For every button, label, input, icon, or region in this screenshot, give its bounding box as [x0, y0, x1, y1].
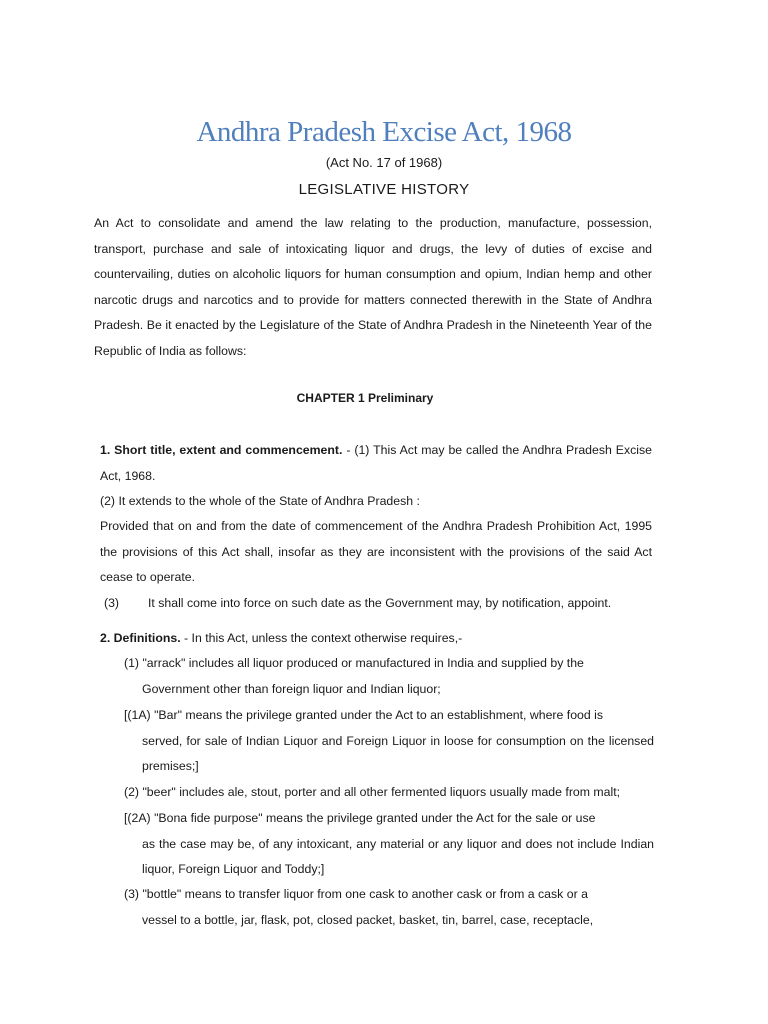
definition-continuation: as the case may be, of any intoxicant, any material or any liquor and does not include Indian liquor, Foreign Liquor and Toddy;] — [142, 836, 654, 877]
section-1 — [100, 438, 652, 489]
act-number: (Act No. 17 of 1968) — [325, 155, 443, 170]
section-2-heading: 2. Definitions. — [100, 631, 181, 645]
section-1-sub-3 — [104, 591, 656, 617]
section-1-sub-3-number: (3) — [104, 596, 120, 610]
definition-first-line: [(1A) "Bar" means the privilege granted under the Act to an establishment, where food is — [124, 708, 604, 722]
definition-item — [124, 882, 654, 933]
definition-continuation: Government other than foreign liquor and Indian liquor; — [142, 681, 441, 696]
definition-first-line: (3) "bottle" means to transfer liquor from one cask to another cask or from a cask or a — [124, 887, 588, 901]
section-1-sub-3-text: It shall come into force on such date as the Government may, by notification, appoint. — [148, 596, 612, 610]
definition-first-line: [(2A) "Bona fide purpose" means the privilege granted under the Act for the sale or use — [124, 811, 596, 825]
definition-item — [124, 780, 676, 806]
section-1-heading: 1. Short title, extent and commencement. — [100, 443, 343, 457]
section-2 — [100, 626, 652, 652]
definition-first-line: (1) "arrack" includes all liquor produced or manufactured in India and supplied by the — [124, 656, 584, 670]
definition-continuation: vessel to a bottle, jar, flask, pot, closed packet, basket, tin, barrel, case, receptacle, — [142, 912, 594, 927]
section-1-text: - (1) This Act may be called the Andhra Pradesh Excise Act, 1968. — [100, 443, 652, 483]
definition-continuation: served, for sale of Indian Liquor and Foreign Liquor in loose for consumption on the licensed premises;] — [142, 733, 654, 774]
chapter-heading: CHAPTER 1 Preliminary — [296, 391, 434, 405]
intro-paragraph: An Act to consolidate and amend the law relating to the production, manufacture, possession, transport, purchase and sale of intoxicating liquor and drugs, the levy of duties of excise and countervailing, duties on alcoholic liquors for human consumption and opium, Indian hemp and other narcotic drugs and narcotics and to provide for matters connected therewith in the State of Andhra Pradesh. Be it enacted by the Legislature of the State of Andhra Pradesh in the Nineteenth Year of the Republic of India as follows: — [94, 216, 652, 358]
section-1-sub-2: (2) It extends to the whole of the State of Andhra Pradesh : — [100, 494, 420, 508]
section-1-proviso: Provided that on and from the date of commencement of the Andhra Pradesh Prohibition Act, 1995 the provisions of this Act shall, insofar as they are inconsistent with the provisions of the said Act cease to operate. — [100, 519, 652, 585]
section-heading: LEGISLATIVE HISTORY — [298, 181, 470, 198]
definition-item — [124, 703, 654, 780]
definition-item — [124, 806, 654, 883]
section-2-text: - In this Act, unless the context otherwise requires,- — [180, 631, 463, 645]
definition-item — [124, 651, 654, 702]
definition-first-line: (2) "beer" includes ale, stout, porter and all other fermented liquors usually made from malt; — [124, 785, 621, 799]
document-title: Andhra Pradesh Excise Act, 1968 — [196, 116, 572, 148]
